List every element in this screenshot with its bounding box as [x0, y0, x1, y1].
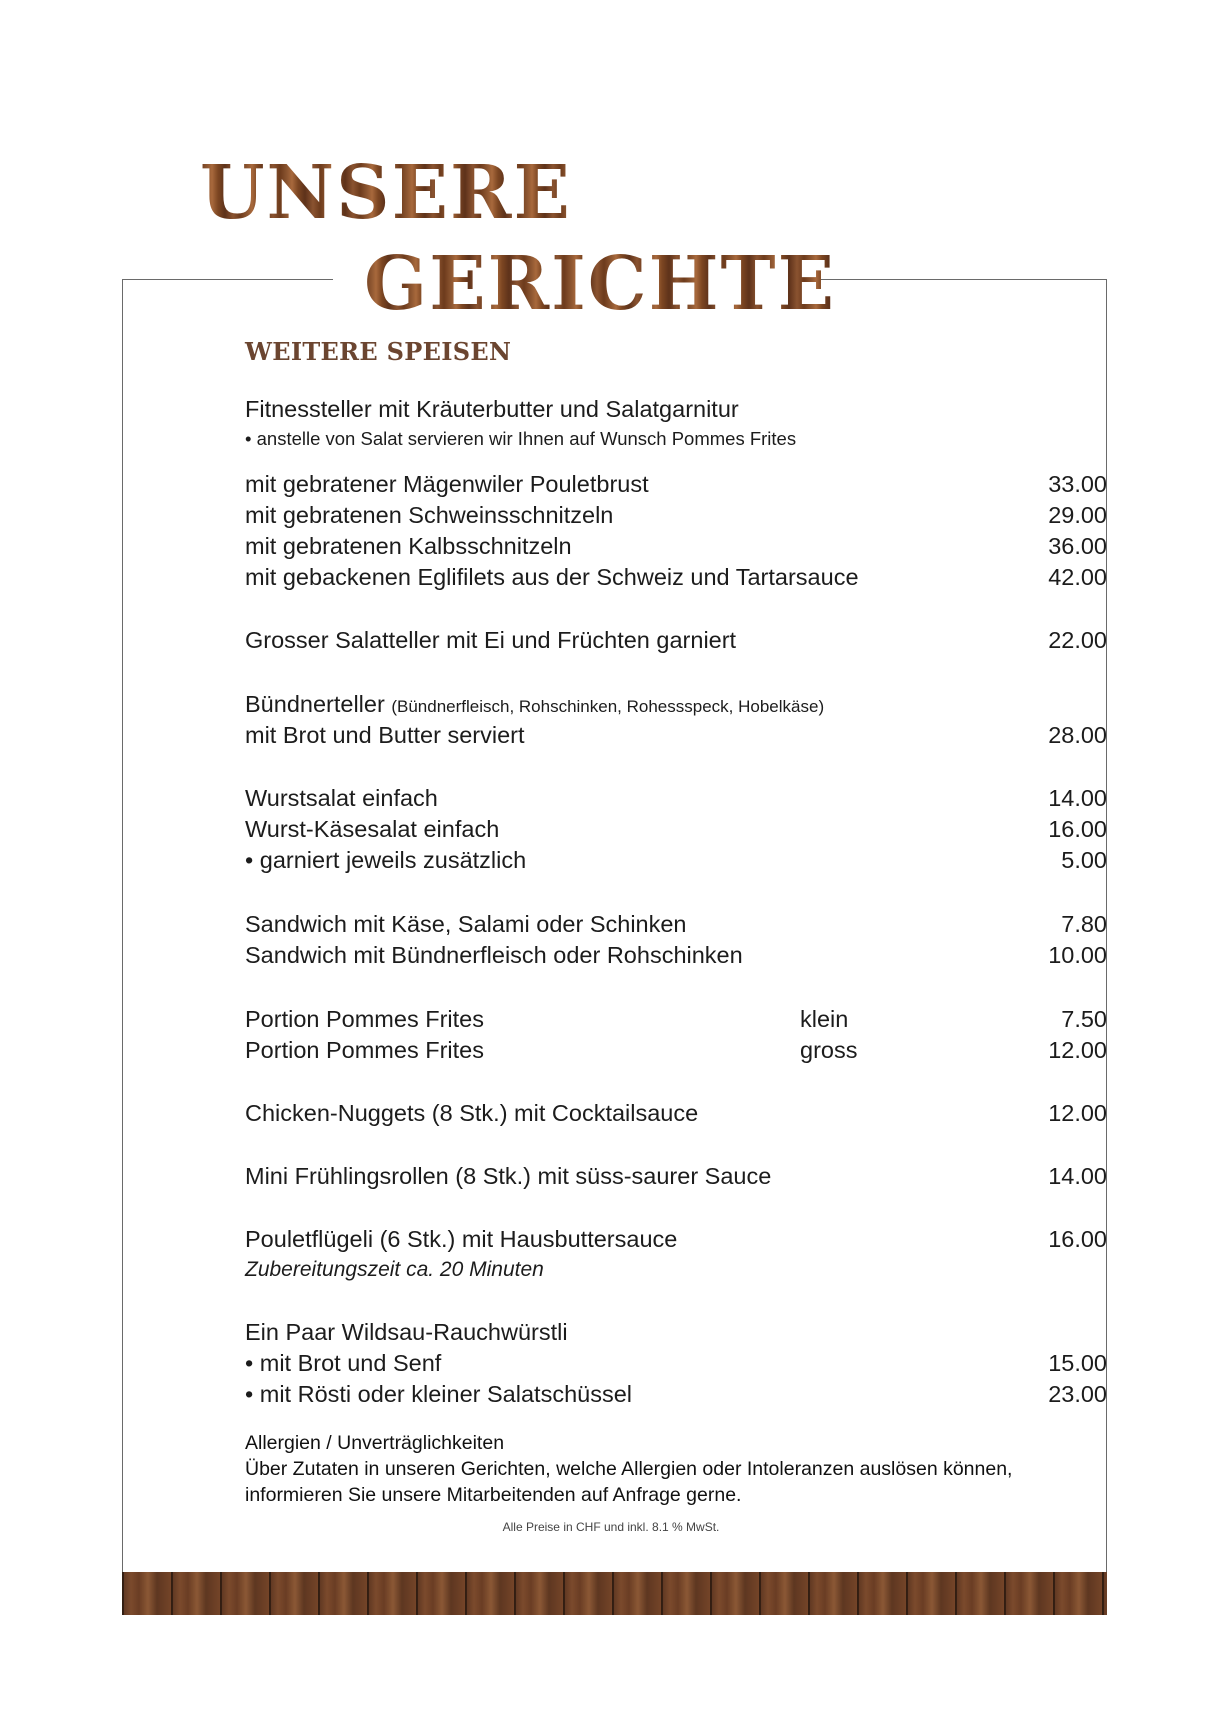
menu-item [245, 784, 1107, 812]
item-name: Sandwich mit Käse, Salami oder Schinken [245, 911, 687, 937]
allergy-notice [245, 1430, 1012, 1508]
section-heading: WEITERE SPEISEN [245, 337, 512, 366]
item-price: 42.00 [1048, 564, 1107, 590]
item-note: • anstelle von Salat servieren wir Ihnen auf Wunsch Pommes Frites [245, 428, 797, 449]
item-name: Mini Frühlingsrollen (8 Stk.) mit süss-saurer Sauce [245, 1163, 772, 1189]
page-title-line-1: UNSERE [200, 150, 572, 236]
item-name: Fitnessteller mit Kräuterbutter und Salatgarnitur [245, 396, 739, 422]
menu-item [245, 1380, 1107, 1408]
item-note: Zubereitungszeit ca. 20 Minuten [245, 1258, 544, 1281]
item-name: Portion Pommes Frites [245, 1037, 484, 1063]
item-price: 14.00 [1048, 1163, 1107, 1189]
menu-item [245, 846, 1107, 874]
menu-item-nuggets [245, 1099, 1107, 1127]
menu-item [245, 1349, 1107, 1377]
item-name: Sandwich mit Bündnerfleisch oder Rohschinken [245, 942, 743, 968]
menu-item [245, 1005, 1107, 1033]
menu-item [245, 470, 1107, 498]
item-name: Grosser Salatteller mit Ei und Früchten garniert [245, 627, 737, 653]
menu-item [245, 941, 1107, 969]
item-name: Pouletflügeli (6 Stk.) mit Hausbuttersauce [245, 1226, 678, 1252]
menu-note-fitnessteller [245, 425, 1107, 453]
item-size: gross [800, 1037, 858, 1063]
item-price: 14.00 [1048, 785, 1107, 811]
item-name: Ein Paar Wildsau-Rauchwürstli [245, 1319, 568, 1345]
menu-note-pouletfluegeli [245, 1256, 1107, 1284]
item-name: mit Brot und Butter serviert [245, 722, 525, 748]
allergy-text-line-2: informieren Sie unsere Mitarbeitenden auf Anfrage gerne. [245, 1484, 742, 1506]
menu-item-fruehlingsrollen [245, 1162, 1107, 1190]
menu-item [245, 532, 1107, 560]
wood-footer-strip [122, 1572, 1107, 1615]
item-name: mit gebratenen Schweinsschnitzeln [245, 502, 614, 528]
item-price: 16.00 [1048, 816, 1107, 842]
menu-item-buendnerteller [245, 690, 1107, 718]
item-price: 36.00 [1048, 533, 1107, 559]
item-price: 23.00 [1048, 1381, 1107, 1407]
menu-item-pouletfluegeli [245, 1225, 1107, 1253]
item-price: 5.00 [1061, 847, 1107, 873]
item-name: Portion Pommes Frites [245, 1006, 484, 1032]
item-name: • mit Brot und Senf [245, 1350, 442, 1376]
item-price: 12.00 [1048, 1100, 1107, 1126]
item-name: mit gebackenen Eglifilets aus der Schweiz und Tartarsauce [245, 564, 859, 590]
item-name: mit gebratener Mägenwiler Pouletbrust [245, 471, 649, 497]
item-details: (Bündnerfleisch, Rohschinken, Rohessspeck, Hobelkäse) [391, 697, 825, 716]
item-price: 10.00 [1048, 942, 1107, 968]
item-price: 22.00 [1048, 627, 1107, 653]
item-name: Wurstsalat einfach [245, 785, 438, 811]
item-price: 33.00 [1048, 471, 1107, 497]
item-size: klein [800, 1006, 849, 1032]
menu-item [245, 815, 1107, 843]
page-title-line-2: GERICHTE [364, 241, 836, 327]
item-name: • mit Rösti oder kleiner Salatschüssel [245, 1381, 632, 1407]
menu-item [245, 1036, 1107, 1064]
item-price: 16.00 [1048, 1226, 1107, 1252]
menu-item-fitnessteller [245, 395, 1107, 423]
menu-item-salatteller [245, 626, 1107, 654]
item-price: 15.00 [1048, 1350, 1107, 1376]
item-price: 12.00 [1048, 1037, 1107, 1063]
menu-item [245, 501, 1107, 529]
menu-item [245, 910, 1107, 938]
item-price: 28.00 [1048, 722, 1107, 748]
menu-item [245, 563, 1107, 591]
item-name: mit gebratenen Kalbsschnitzeln [245, 533, 572, 559]
allergy-heading: Allergien / Unverträglichkeiten [245, 1432, 505, 1454]
item-name: Bündnerteller [245, 691, 385, 717]
menu-item-buendnerteller-line2 [245, 721, 1107, 749]
item-name: • garniert jeweils zusätzlich [245, 847, 527, 873]
item-price: 29.00 [1048, 502, 1107, 528]
menu-item-wildsau [245, 1318, 1107, 1346]
item-price: 7.80 [1061, 911, 1107, 937]
item-name: Wurst-Käsesalat einfach [245, 816, 500, 842]
allergy-text-line-1: Über Zutaten in unseren Gerichten, welche Allergien oder Intoleranzen auslösen können, [245, 1458, 1013, 1480]
price-footnote: Alle Preise in CHF und inkl. 8.1 % MwSt. [502, 1520, 720, 1534]
item-name: Chicken-Nuggets (8 Stk.) mit Cocktailsauce [245, 1100, 699, 1126]
item-price: 7.50 [1061, 1006, 1107, 1032]
